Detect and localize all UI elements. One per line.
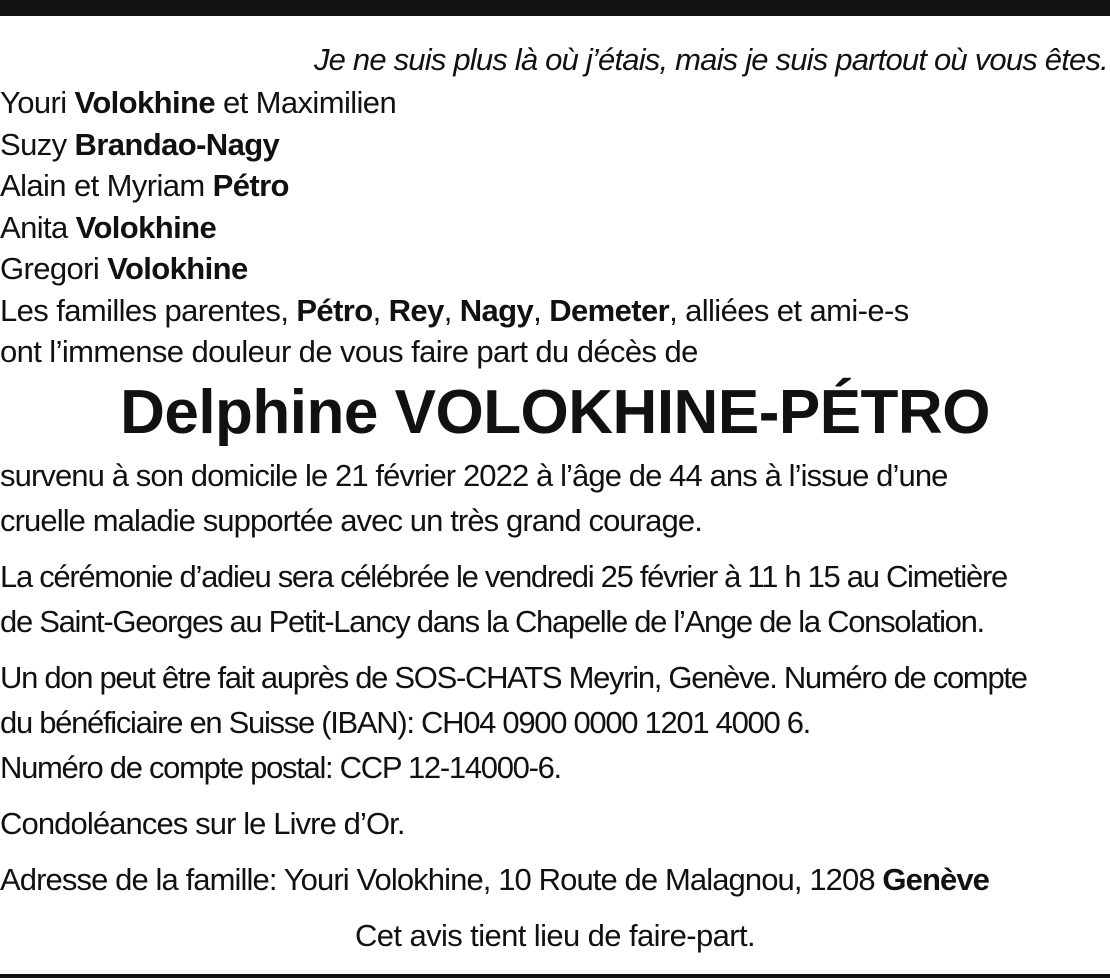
- death-paragraph: survenu à son domicile le 21 février 2022 à l’âge de 44 ans à l’issue d’une cruelle maladie supportée avec un très grand courage.: [0, 457, 948, 538]
- deceased-name: Delphine VOLOKHINE-PÉTRO: [120, 377, 990, 447]
- family-member: Youri Volokhine et Maximilien: [0, 85, 397, 120]
- family-member: Suzy Brandao-Nagy: [0, 126, 280, 162]
- family-member: Alain et Myriam Pétro: [0, 168, 289, 203]
- closing-note: Cet avis tient lieu de faire-part.: [354, 917, 756, 953]
- announcement-line: ont l’immense douleur de vous faire part du décès de: [0, 334, 698, 369]
- condolences-line: Condoléances sur le Livre d’Or.: [0, 805, 405, 841]
- relatives-line: Les familles parentes, Pétro, Rey, Nagy, Demeter, alliées et ami-e-s: [0, 292, 909, 328]
- family-member: Gregori Volokhine: [0, 251, 248, 286]
- top-rule: [0, 0, 1110, 16]
- obituary-notice: [0, 38, 1110, 958]
- family-list: [0, 82, 1110, 373]
- donation-paragraph: Un don peut être fait auprès de SOS-CHATS Meyrin, Genève. Numéro de compte du bénéficiaire en Suisse (IBAN): CH04 0900 0000 1201 4000 6. Numéro de compte postal: CCP 12-14000-6.: [0, 659, 1027, 785]
- family-address: Adresse de la famille: Youri Volokhine, 10 Route de Malagnou, 1208 Genève: [0, 861, 990, 897]
- ceremony-paragraph: La cérémonie d’adieu sera célébrée le vendredi 25 février à 11 h 15 au Cimetière de Saint-Georges au Petit-Lancy dans la Chapelle de l’Ange de la Consolation.: [0, 558, 1007, 639]
- family-member: Anita Volokhine: [0, 209, 217, 245]
- epigraph: Je ne suis plus là où j’étais, mais je suis partout où vous êtes.: [313, 42, 1108, 77]
- bottom-rule: [0, 974, 1110, 978]
